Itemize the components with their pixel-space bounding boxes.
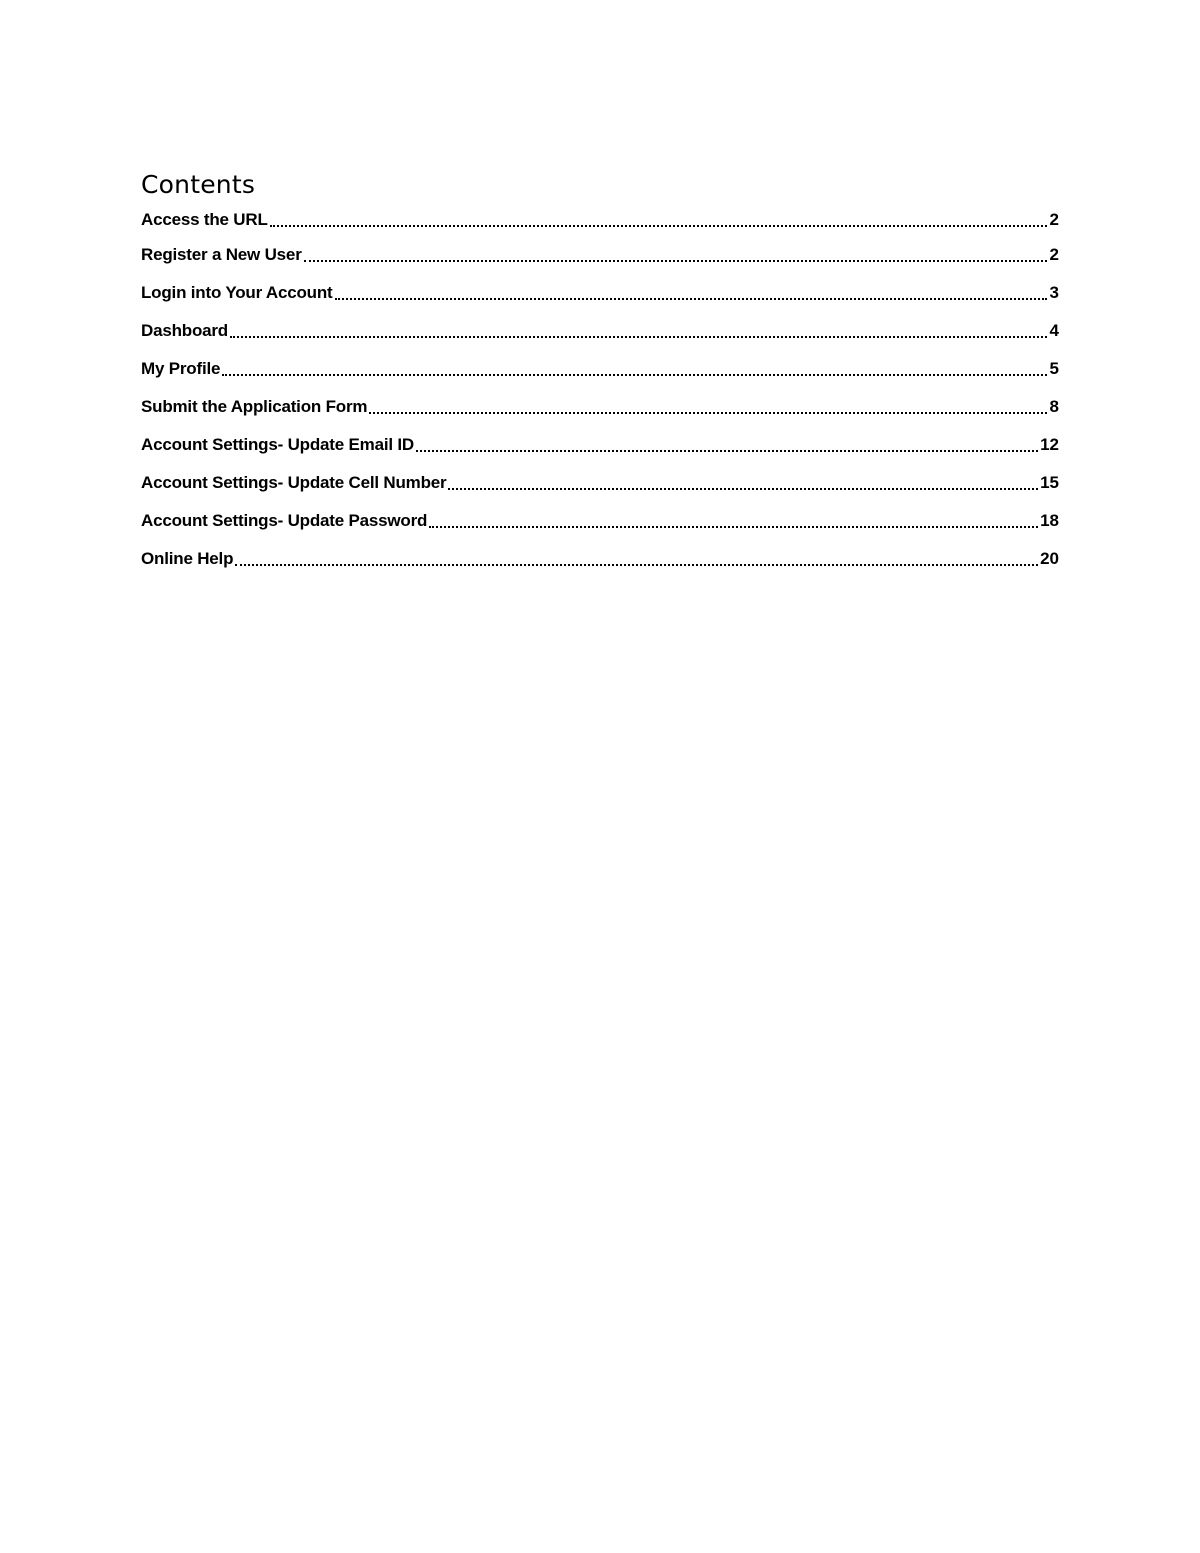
toc-entry-label: Submit the Application Form: [141, 397, 368, 416]
toc-page-number: 15: [1040, 473, 1059, 492]
toc-page-number: 2: [1049, 245, 1059, 264]
toc-page-number: 5: [1049, 359, 1059, 378]
toc-list: [141, 204, 1059, 578]
toc-title: Contents: [141, 170, 256, 199]
toc-entry-update-email[interactable]: [141, 426, 1059, 464]
toc-entry-label: Register a New User: [141, 245, 302, 264]
toc-page-number: 3: [1049, 283, 1059, 302]
toc-dot-leader: [222, 361, 1047, 377]
toc-entry-my-profile[interactable]: [141, 350, 1059, 388]
toc-page-number: 2: [1049, 210, 1059, 229]
toc-dot-leader: [448, 475, 1038, 491]
toc-page-number: 18: [1040, 511, 1059, 530]
toc-entry-label: Account Settings- Update Email ID: [141, 435, 414, 454]
toc-entry-login[interactable]: [141, 274, 1059, 312]
toc-entry-update-password[interactable]: [141, 502, 1059, 540]
toc-entry-application-form[interactable]: [141, 388, 1059, 426]
toc-dot-leader: [270, 212, 1047, 228]
toc-dot-leader: [230, 323, 1047, 339]
table-of-contents: [141, 168, 1059, 578]
toc-entry-access-url[interactable]: [141, 204, 1059, 236]
toc-entry-online-help[interactable]: [141, 540, 1059, 578]
toc-entry-dashboard[interactable]: [141, 312, 1059, 350]
toc-dot-leader: [369, 399, 1047, 415]
toc-dot-leader: [429, 513, 1038, 529]
toc-entry-label: Login into Your Account: [141, 283, 333, 302]
toc-page-number: 4: [1049, 321, 1059, 340]
toc-dot-leader: [235, 551, 1038, 567]
toc-dot-leader: [416, 437, 1038, 453]
toc-page-number: 20: [1040, 549, 1059, 568]
toc-dot-leader: [335, 285, 1047, 301]
toc-entry-update-cell-number[interactable]: [141, 464, 1059, 502]
toc-entry-label: Dashboard: [141, 321, 228, 340]
toc-entry-label: Online Help: [141, 549, 234, 568]
toc-page-number: 8: [1049, 397, 1059, 416]
toc-entry-label: Access the URL: [141, 210, 268, 229]
toc-page-number: 12: [1040, 435, 1059, 454]
toc-entry-register-user[interactable]: [141, 236, 1059, 274]
toc-entry-label: Account Settings- Update Password: [141, 511, 428, 530]
toc-entry-label: Account Settings- Update Cell Number: [141, 473, 447, 492]
toc-dot-leader: [304, 247, 1047, 263]
toc-entry-label: My Profile: [141, 359, 221, 378]
